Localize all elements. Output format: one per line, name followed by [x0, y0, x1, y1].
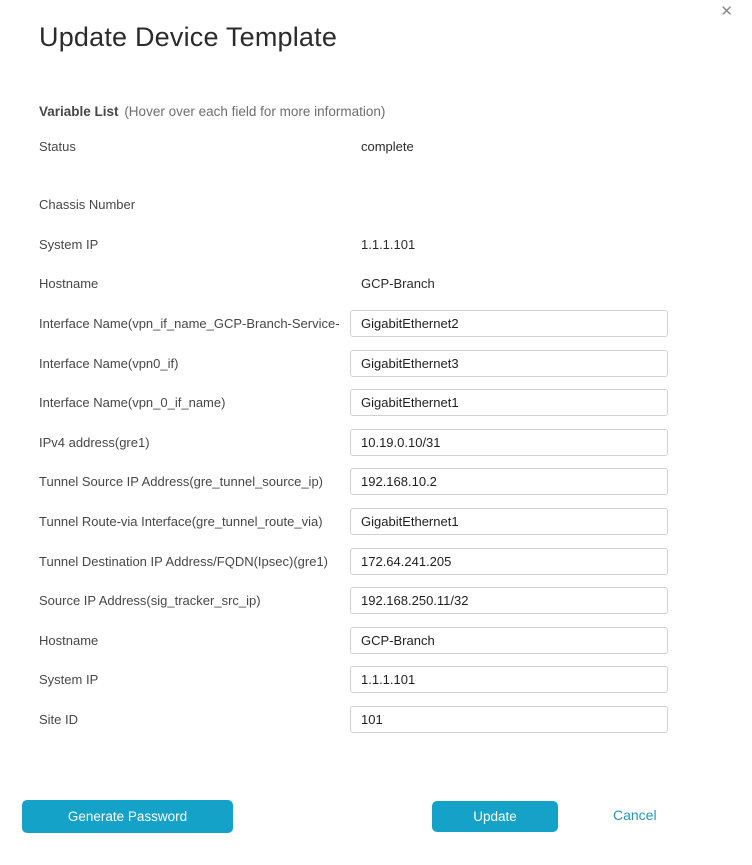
- update-button[interactable]: Update: [432, 801, 558, 832]
- field-row: [0, 541, 752, 581]
- close-icon[interactable]: ✕: [720, 3, 733, 20]
- field-label: Interface Name(vpn_if_name_GCP-Branch-Service-: [39, 316, 340, 332]
- field-value: GCP-Branch: [361, 276, 435, 292]
- field-label: Interface Name(vpn_0_if_name): [39, 395, 226, 411]
- field-input[interactable]: [350, 310, 668, 337]
- field-row: [0, 660, 752, 700]
- field-input[interactable]: [350, 389, 668, 416]
- field-row: [0, 304, 752, 344]
- field-input[interactable]: [350, 468, 668, 495]
- variable-list-header: [39, 103, 752, 120]
- field-input[interactable]: [350, 350, 668, 377]
- field-input[interactable]: [350, 587, 668, 614]
- variable-list-title: Variable List: [39, 104, 119, 119]
- field-input[interactable]: [350, 666, 668, 693]
- field-label: Source IP Address(sig_tracker_src_ip): [39, 593, 261, 609]
- field-value: complete: [361, 139, 414, 155]
- dialog-title: Update Device Template: [39, 22, 338, 52]
- field-label: System IP: [39, 236, 99, 252]
- field-row: [0, 700, 752, 740]
- field-row: [0, 127, 752, 167]
- field-row: [0, 343, 752, 383]
- variable-list-hint: (Hover over each field for more information): [124, 104, 386, 119]
- field-label: Site ID: [39, 712, 79, 727]
- field-row: [0, 462, 752, 502]
- field-label: Hostname: [39, 632, 99, 648]
- dialog-footer: [0, 800, 752, 835]
- field-row: [0, 581, 752, 621]
- field-row: [0, 502, 752, 542]
- field-label: Chassis Number: [39, 197, 136, 213]
- field-input[interactable]: [350, 508, 668, 535]
- field-input[interactable]: [350, 706, 668, 733]
- field-row: [0, 185, 752, 225]
- field-row: [0, 423, 752, 463]
- field-input[interactable]: [350, 429, 668, 456]
- field-label: Interface Name(vpn0_if): [39, 355, 179, 371]
- field-label: Hostname: [39, 276, 99, 292]
- field-row: [0, 383, 752, 423]
- field-label: Tunnel Destination IP Address/FQDN(Ipsec)(gre1): [39, 553, 329, 569]
- field-value: 1.1.1.101: [361, 236, 416, 252]
- field-row: [0, 264, 752, 304]
- generate-password-button[interactable]: Generate Password: [22, 800, 233, 833]
- cancel-link[interactable]: Cancel: [613, 807, 657, 824]
- field-input[interactable]: [350, 627, 668, 654]
- field-input[interactable]: [350, 548, 668, 575]
- field-row: [0, 225, 752, 265]
- field-label: Tunnel Route-via Interface(gre_tunnel_route_via): [39, 514, 323, 530]
- field-label: IPv4 address(gre1): [39, 434, 150, 450]
- field-label: Tunnel Source IP Address(gre_tunnel_source_ip): [39, 474, 324, 490]
- field-label: System IP: [39, 672, 99, 688]
- field-row: [0, 621, 752, 661]
- variable-list: [0, 127, 752, 739]
- field-label: Status: [39, 139, 76, 155]
